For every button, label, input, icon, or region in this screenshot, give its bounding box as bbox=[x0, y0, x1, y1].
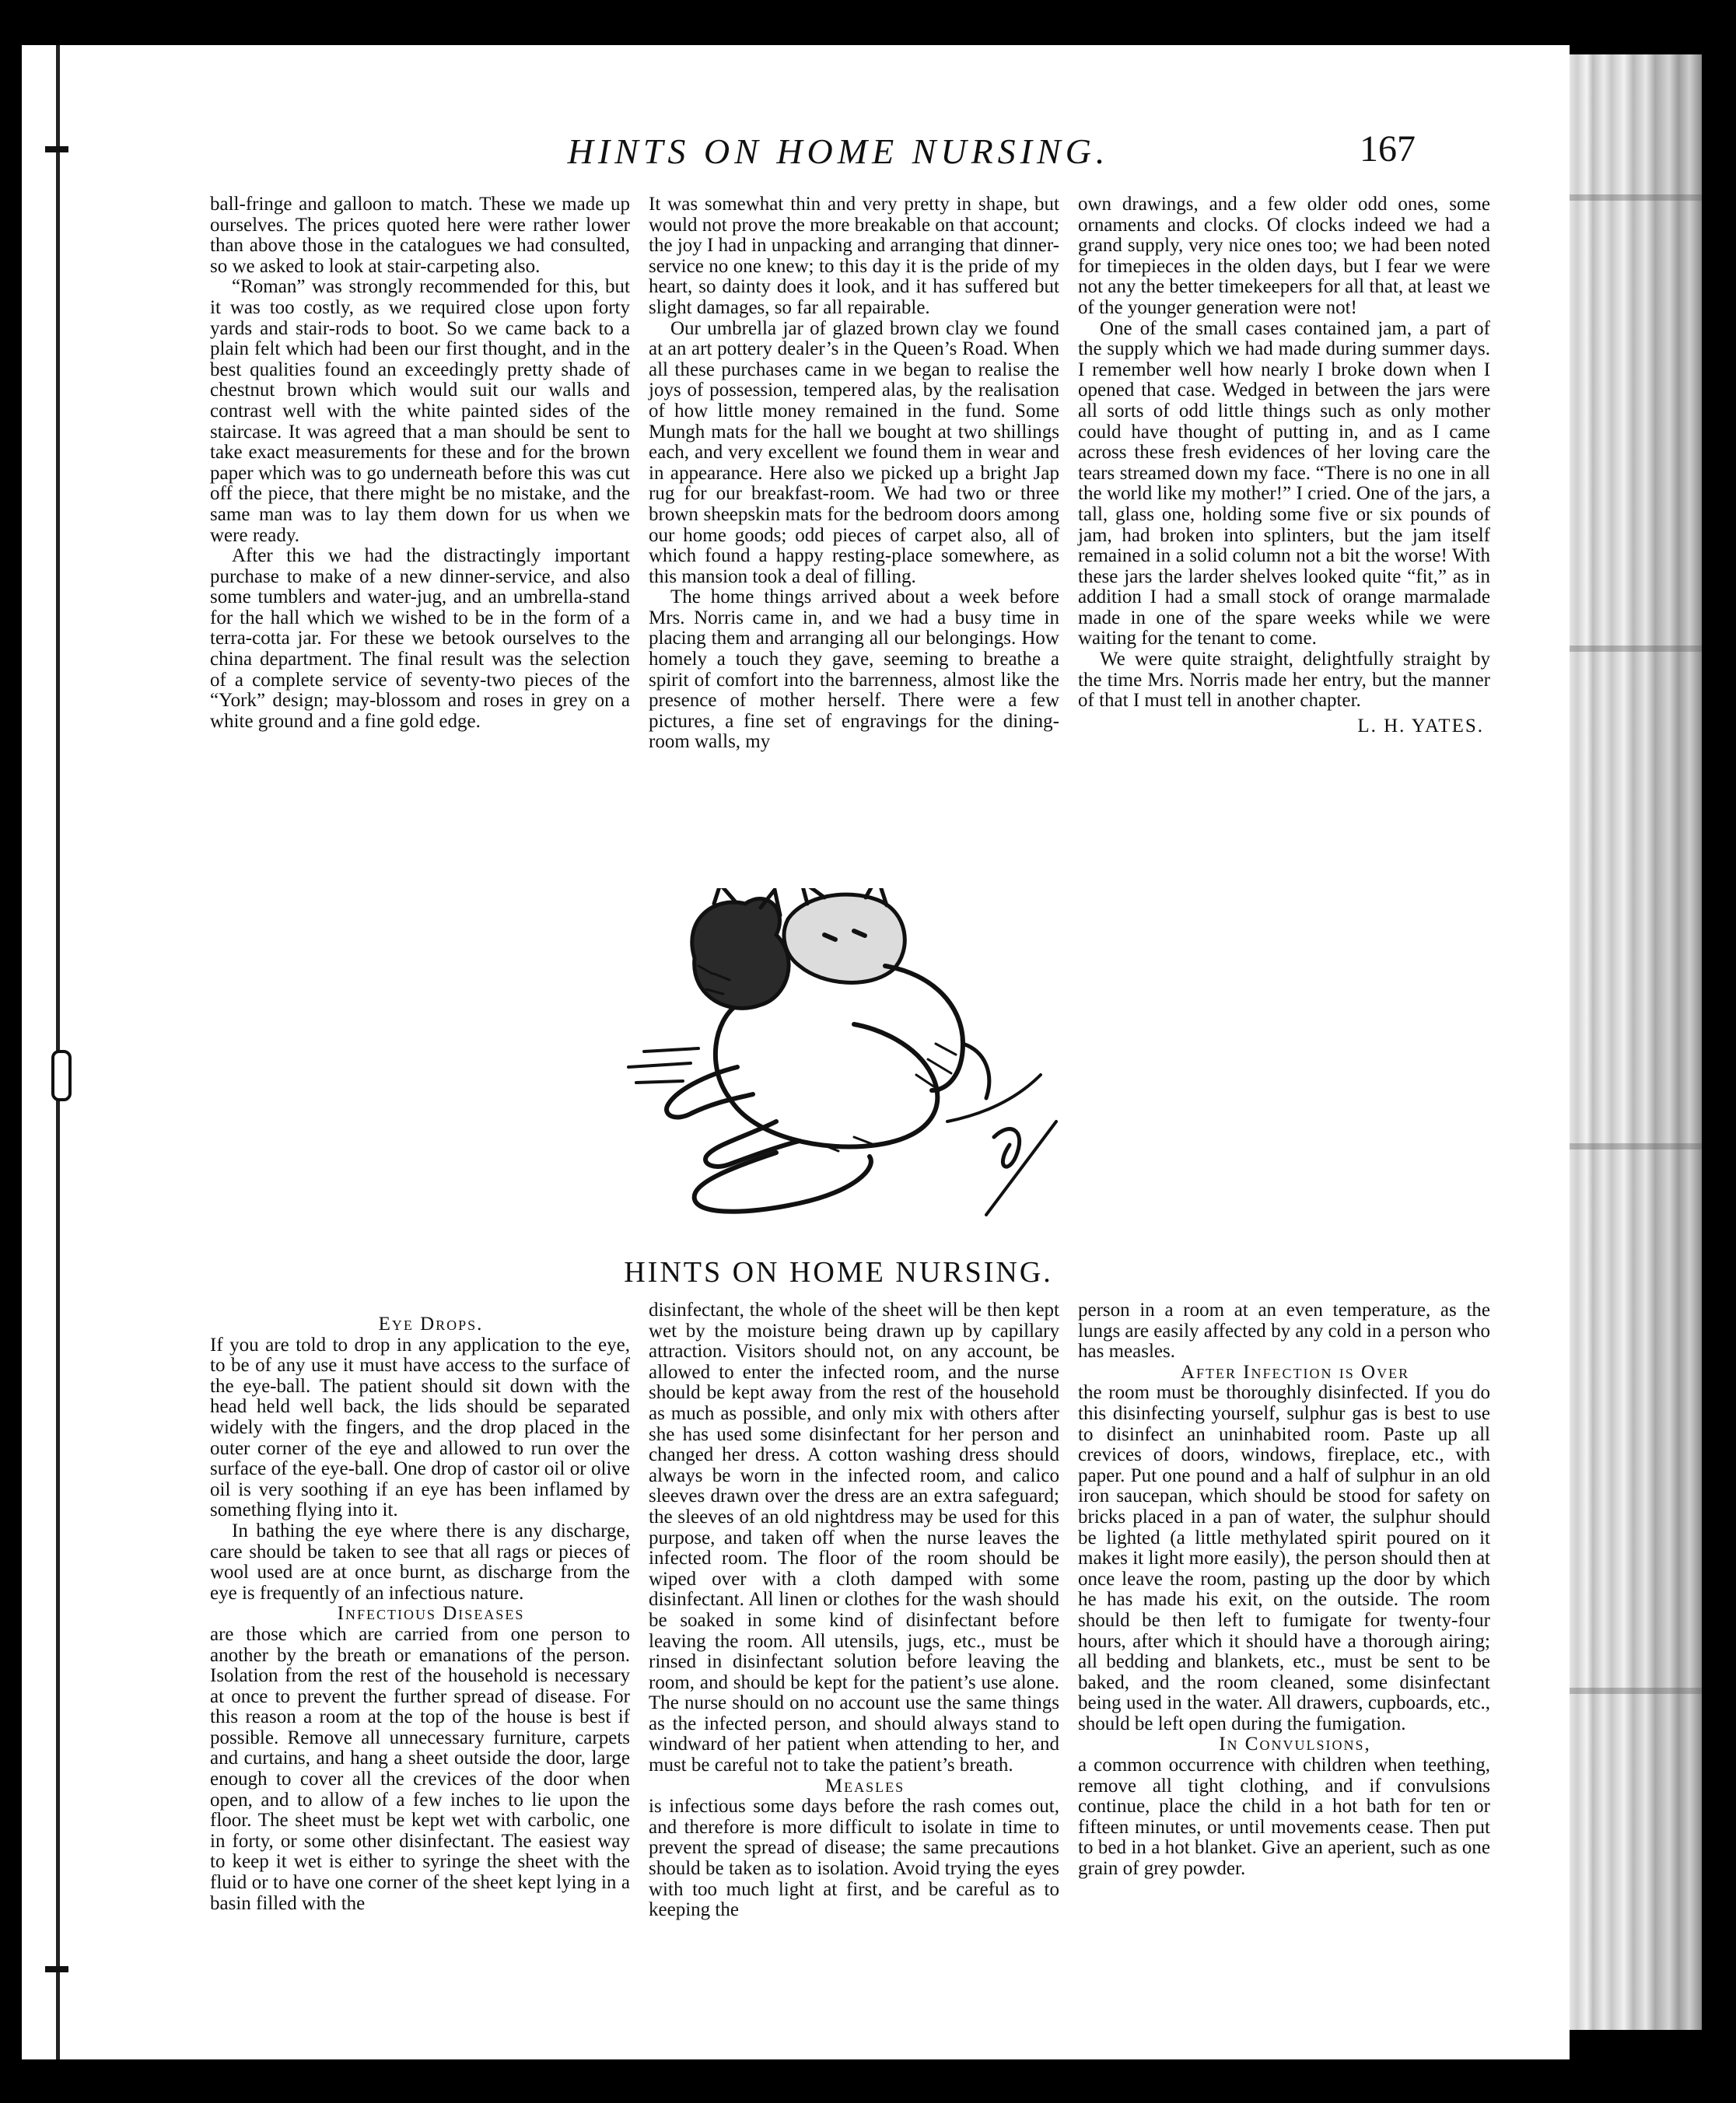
paragraph: own drawings, and a few older odd ones, some ornaments and clocks. Of clocks indeed we had a grand supply, very nice ones too; we had been noted for timepieces in the olden days, but I fear we were not any the better timekeepers for all that, at least we of the younger generation were not! bbox=[1078, 194, 1490, 318]
binding-mark-bottom bbox=[45, 1966, 68, 1972]
binding-stitch bbox=[51, 1050, 72, 1101]
paragraph: It was somewhat thin and very pretty in shape, but would not prove the more breakable on that account; the joy I had in unpacking and arranging that dinner-service no one knew; to this day it is the pride of my heart, so dainty does it look, and it has suffered but slight damages, so far all repairable. bbox=[649, 194, 1059, 318]
paragraph: ball-fringe and galloon to match. These we made up ourselves. The prices quoted here were rather lower than above those in the catalogues we had consulted, so we asked to look at stair-carpeting also. bbox=[210, 194, 630, 277]
subheading: In Convulsions, bbox=[1219, 1734, 1371, 1755]
article-column-3 bbox=[1078, 194, 1490, 737]
binding-mark-top bbox=[45, 146, 68, 152]
paragraph: If you are told to drop in any application to the eye, to be of any use it must have access to the surface of the eye-ball. The patient should sit down with the head held well back, the lids should be separated widely with the fingers, and the drop placed in the outer corner of the eye and allowed to run over the surface of the eye-ball. One drop of castor oil or olive oil is very soothing if an eye has been inflamed by something flying into it. bbox=[210, 1334, 630, 1521]
paragraph: person in a room at an even temperature, as the lungs are easily affected by any cold in a person who has measles. bbox=[1078, 1300, 1490, 1363]
paragraph: After this we had the distractingly important purchase to make of a new dinner-service, and also some tumblers and water-jug, and an umbrella-stand for the hall which we wished to be in the form of a terra-cotta jar. For these we betook ourselves to the china department. The final result was the selection of a complete service of seventy-two pieces of the “York” design; may-blossom and roses in grey on a white ground and a fine gold edge. bbox=[210, 545, 630, 732]
running-head: HINTS ON HOME NURSING. bbox=[567, 131, 1110, 171]
article-column-2 bbox=[649, 194, 1059, 753]
paragraph: “Roman” was strongly recommended for this, but it was too costly, as we required close upon forty yards and stair-rods to boot. So we came back to a plain felt which had been our first thought, and in the best qualities found an exceedingly pretty shade of chestnut brown which would suit our walls and contrast well with the white painted sides of the staircase. It was agreed that a man should be sent to take exact measurements for these and for the brown paper which was to go underneath before this was cut off the piece, that there might be no mistake, and the same man was to lay them down for us when we were ready. bbox=[210, 276, 630, 546]
paragraph: We were quite straight, delightfully straight by the time Mrs. Norris made her entry, but the manner of that I must tell in another chapter. bbox=[1078, 649, 1490, 712]
paragraph: a common occurrence with children when teething, remove all tight clothing, and if convulsions continue, place the child in a hot bath for ten or fifteen minutes, or until movements cease. Then put to bed in a hot blanket. Give an aperient, such as one grain of grey powder. bbox=[1078, 1755, 1490, 1880]
nursing-column-1 bbox=[210, 1314, 630, 1914]
nursing-column-3 bbox=[1078, 1300, 1490, 1880]
paragraph: the room must be thoroughly disinfected. If you do this disinfecting yourself, sulphur gas is best to use to disinfect an uninhabited room. Paste up all crevices of doors, windows, fireplace, etc., with paper. Put one pound and a half of sulphur in an old iron saucepan, which should be stood for safety on bricks placed in a pan of water, the sulphur should be lighted (a little methylated spirit poured on it makes it light more easily), the person should then at once leave the room, pasting up the door by which he has made his exit, on the outside. The room should be then left to fumigate for twenty-four hours, after which it should have a thorough airing; all bedding and blankets, etc., must be sent to be baked, and the room cleaned, some disinfectant being used in the water. All drawers, cupboards, etc., should be left open during the fumigation. bbox=[1078, 1382, 1490, 1734]
author-signature: L. H. YATES. bbox=[1357, 715, 1484, 737]
kittens-illustration bbox=[621, 888, 1103, 1238]
paragraph: One of the small cases contained jam, a part of the supply which we had made during summer days. I remember well how nearly I broke down when I opened that case. Wedged in between the jars were all sorts of odd little things such as only mother could have thought of putting in, and as I came across these fresh evidences of her loving care the tears streamed down my face. “There is no one in all the world like my mother!” I cried. One of the jars, a tall, glass one, holding some five or six pounds of jam, had broken into splinters, but the jam itself remained in a solid column not a bit the worse! With these jars the larder shelves looked quite “fit,” as in addition I had a small stock of orange marmalade made in one of the spare weeks while we were waiting for the tenant to come. bbox=[1078, 317, 1490, 649]
subheading: Measles bbox=[824, 1775, 905, 1797]
paragraph: is infectious some days before the rash comes out, and therefore is more difficult to isolate in time to prevent the spread of disease; the same precautions should be taken as to isolation. Avoid trying the eyes with too much light at first, and be careful as to keeping the bbox=[649, 1796, 1059, 1921]
book-page-edges bbox=[1570, 54, 1702, 2030]
subheading: Infectious Diseases bbox=[337, 1603, 525, 1625]
page-number: 167 bbox=[1360, 128, 1416, 170]
subheading: Eye Drops. bbox=[378, 1314, 484, 1335]
paragraph: The home things arrived about a week before Mrs. Norris came in, and we had a busy time in placing them and arranging all our belongings. How homely a touch they gave, seeming to breathe a spirit of comfort into the barrenness, almost like the presence of mother herself. There were a few pictures, a fine set of engravings for the dining-room walls, my bbox=[649, 586, 1059, 753]
paragraph: disinfectant, the whole of the sheet will be then kept wet by the moisture being drawn up by capillary attraction. Visitors should not, on any account, be allowed to enter the infected room, and the nurse should be kept away from the rest of the household as much as possible, and only mix with others after she has used some disinfectant for her person and changed her dress. A cotton washing dress should always be worn in the infected room, and calico sleeves drawn over the dress are an extra safeguard; the sleeves of an old nightdress may be used for this purpose, and taken off when the nurse leaves the infected room. The floor of the room should be wiped over with a cloth damped with some disinfectant. All linen or clothes for the wash should be soaked in some kind of disinfectant before leaving the room. All utensils, jugs, etc., must be rinsed in disinfectant solution before leaving the room, and should be kept for the patient’s use alone. The nurse should on no account use the same things as the infected person, and should always stand to windward of her patient when attending to her, and must be careful not to take the patient’s breath. bbox=[649, 1300, 1059, 1776]
paragraph: are those which are carried from one person to another by the breath or emanations of the person. Isolation from the rest of the household is necessary at once to prevent the further spread of disease. For this reason a room at the top of the house is best if possible. Remove all unnecessary furniture, carpets and curtains, and hang a sheet outside the door, large enough to cover all the crevices of the door when open, and to allow of a few inches to lie upon the floor. The sheet must be kept wet with carbolic, one in forty, or some other disinfectant. The easiest way to keep it wet is either to syringe the sheet with the fluid or to have one corner of the sheet kept lying in a basin filled with the bbox=[210, 1623, 630, 1914]
article-column-1 bbox=[210, 194, 630, 732]
section-title: HINTS ON HOME NURSING. bbox=[624, 1256, 1053, 1289]
subheading: After Infection is Over bbox=[1180, 1361, 1410, 1383]
book-page bbox=[22, 45, 1570, 2059]
paragraph: In bathing the eye where there is any discharge, care should be taken to see that all rags or pieces of wool used are at once burnt, as discharge from the eye is frequently of an infectious nature. bbox=[210, 1520, 630, 1604]
paragraph: Our umbrella jar of glazed brown clay we found at an art pottery dealer’s in the Queen’s Road. When all these purchases came in we began to realise the joys of possession, tempered alas, by the realisation of how little money remained in the fund. Some Mungh mats for the hall we bought at two shillings each, and very excellent we found them in wear and in appearance. Here also we picked up a bright Jap rug for our breakfast-room. We had two or three brown sheepskin mats for the bedroom doors among our home goods; odd pieces of carpet also, all of which found a happy resting-place somewhere, as this mansion took a deal of filling. bbox=[649, 317, 1059, 587]
nursing-column-2 bbox=[649, 1300, 1059, 1921]
